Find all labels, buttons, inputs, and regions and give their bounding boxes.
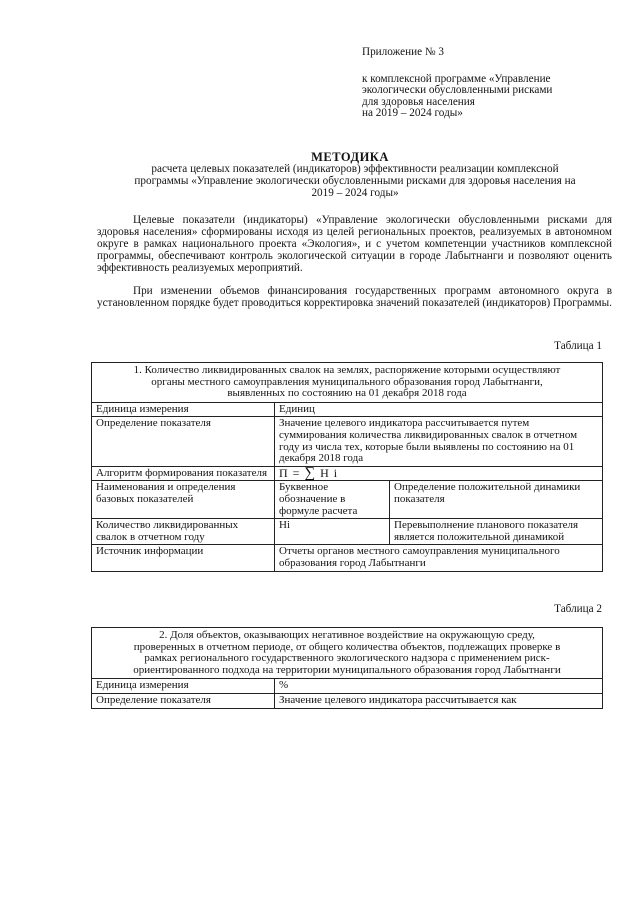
indicator-table-1	[91, 362, 603, 572]
document-title: МЕТОДИКА	[311, 150, 389, 164]
count-label: Количество ликвидированных свалок в отчетном году	[92, 519, 275, 545]
subtitle-line: программы «Управление экологически обусловленными рисками для здоровья населения на	[134, 174, 576, 187]
header-line: 2. Доля объектов, оказывающих негативное воздействие на окружающую среду,	[159, 629, 535, 641]
table-row	[92, 519, 603, 545]
table-row	[92, 679, 603, 694]
definition-label: Определение показателя	[92, 693, 275, 708]
header-line: выявленных по состоянию на 01 декабря 2018 года	[227, 387, 467, 400]
definition-value: Значение целевого индикатора рассчитывается как	[275, 693, 603, 708]
table1-label: Таблица 1	[554, 340, 602, 352]
base-label: Наименования и определения базовых показателей	[92, 481, 275, 519]
appendix-line: экологически обусловленными рисками	[362, 84, 553, 97]
count-symbol: Hi	[275, 519, 390, 545]
subtitle-line: расчета целевых показателей (индикаторов) эффективности реализации комплексной	[151, 163, 559, 175]
source-label: Источник информации	[92, 545, 275, 571]
appendix-line: к комплексной программе «Управление	[362, 72, 551, 85]
count-dynamics: Перевыполнение планового показателя является положительной динамикой	[390, 519, 603, 545]
appendix-line: на 2019 – 2024 годы»	[362, 107, 463, 120]
algorithm-label: Алгоритм формирования показателя	[92, 466, 275, 481]
table1-header	[92, 363, 603, 403]
definition-value: Значение целевого индикатора рассчитывается путем суммирования количества ликвидированных свалок в отчетном году из числа тех, которые были выявлены по состоянию на 01 декабря 2018 года	[275, 417, 603, 466]
sigma-symbol: ∑	[304, 464, 317, 481]
table-row	[92, 363, 603, 403]
formula-right: Н i	[320, 465, 339, 480]
unit-label: Единица измерения	[92, 402, 275, 417]
document-subtitle	[100, 164, 610, 199]
table-row	[92, 628, 603, 679]
subtitle-line: 2019 – 2024 годы»	[311, 186, 399, 199]
formula-cell	[275, 466, 603, 481]
base-col-dynamics: Определение положительной динамики показателя	[390, 481, 603, 519]
header-line: проверенных в отчетном периоде, от общего количества объектов, подлежащих проверке в	[133, 640, 561, 653]
table2-label: Таблица 2	[554, 603, 602, 615]
appendix-block	[362, 47, 612, 120]
table-row	[92, 481, 603, 519]
header-line: ориентированного подхода на территории муниципального образования город Лабытнанги	[133, 663, 561, 676]
table-row	[92, 693, 603, 708]
unit-value: Единиц	[275, 402, 603, 417]
header-line: 1. Количество ликвидированных свалок на землях, распоряжение которыми осуществляют	[133, 364, 561, 376]
formula	[279, 464, 598, 481]
paragraph-goals: Целевые показатели (индикаторы) «Управление экологически обусловленными рисками для здоровья населения» сформированы исходя из целей региональных проектов, реализуемых в автономном округе в рамках национального проекта «Экология», и с учетом компетенции участников комплексной программы, обеспечивают контроль экологической ситуации в городе Лабытнанги и позволяют оценить эффективность реализуемых мероприятий.	[97, 214, 612, 274]
paragraph-financing: При изменении объемов финансирования государственных программ автономного округа в установленном порядке будет проводиться корректировка значений показателей (индикаторов) Программы.	[97, 285, 612, 309]
base-col-symbol: Буквенное обозначение в формуле расчета	[275, 481, 390, 519]
unit-label: Единица измерения	[92, 679, 275, 694]
source-value: Отчеты органов местного самоуправления муниципального образования город Лабытнанги	[275, 545, 603, 571]
definition-label: Определение показателя	[92, 417, 275, 466]
unit-value: %	[275, 679, 603, 694]
header-line: органы местного самоуправления муниципального образования город Лабытнанги,	[151, 375, 543, 388]
table2-header	[92, 628, 603, 679]
appendix-number: Приложение № 3	[362, 46, 444, 58]
table-row	[92, 402, 603, 417]
table-row	[92, 466, 603, 481]
header-line: рамках регионального государственного экологического надзора с применением риск-	[144, 652, 550, 665]
formula-left: П =	[279, 465, 301, 480]
indicator-table-2	[91, 627, 603, 709]
appendix-line: для здоровья населения	[362, 95, 475, 108]
table-row	[92, 417, 603, 466]
table-row	[92, 545, 603, 571]
